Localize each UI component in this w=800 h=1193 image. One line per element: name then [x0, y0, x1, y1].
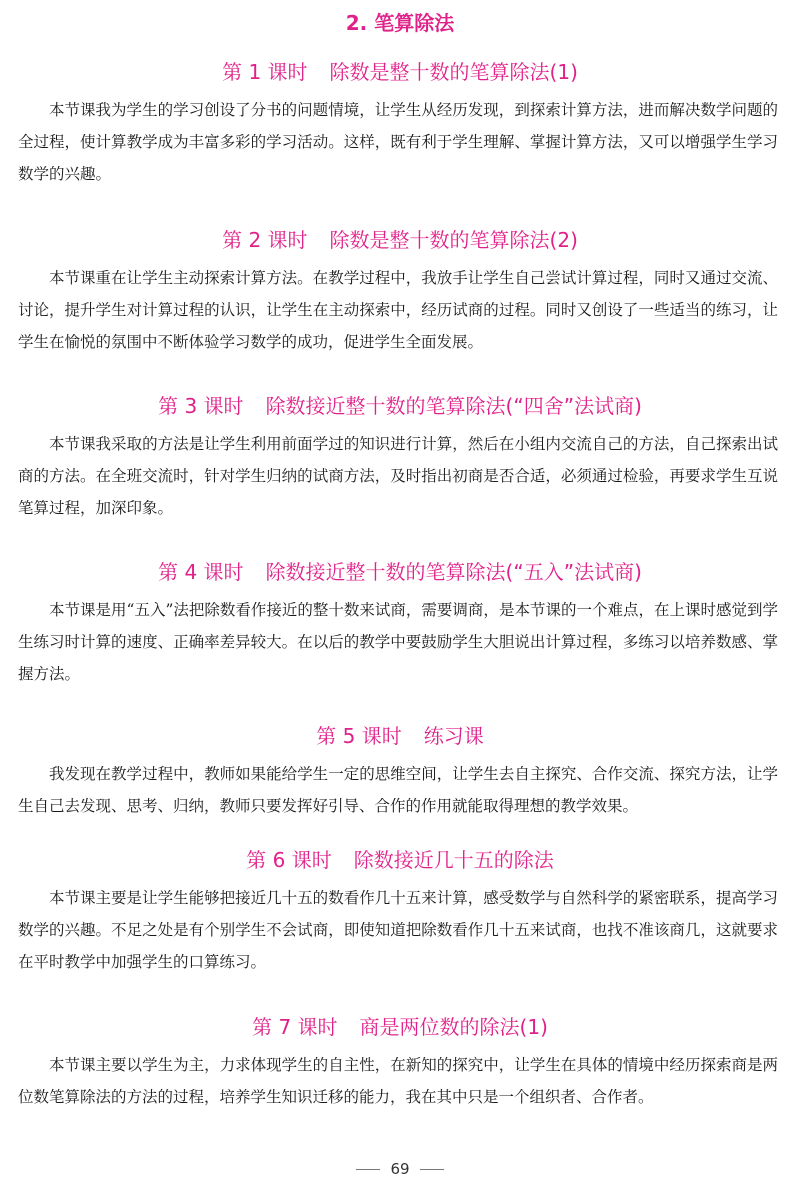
lesson-7	[0, 1007, 800, 1113]
lesson-body: 我发现在教学过程中，教师如果能给学生一定的思维空间，让学生去自主探究、合作交流、探究方法，让学生自己去发现、思考、归纳，教师只要发挥好引导、合作的作用就能取得理想的教学效果。	[18, 765, 778, 815]
lesson-3	[0, 386, 800, 524]
page-footer	[0, 1158, 800, 1180]
lesson-body: 本节课主要以学生为主，力求体现学生的自主性，在新知的探究中，让学生在具体的情境中经历探索商是两位数笔算除法的方法的过程，培养学生知识迁移的能力，我在其中只是一个组织者、合作者。	[18, 1056, 778, 1106]
lesson-heading	[0, 386, 800, 426]
lesson-number: 第 7 课时	[252, 1015, 338, 1039]
lesson-body: 本节课主要是让学生能够把接近几十五的数看作几十五来计算，感受数学与自然科学的紧密联系，提高学习数学的兴趣。不足之处是有个别学生不会试商，即使知道把除数看作几十五来试商，也找不准该商几，这就要求在平时教学中加强学生的口算练习。	[18, 889, 778, 971]
lesson-1	[0, 52, 800, 190]
lesson-6	[0, 840, 800, 978]
lesson-body: 本节课我采取的方法是让学生利用前面学过的知识进行计算，然后在小组内交流自己的方法，自己探索出试商的方法。在全班交流时，针对学生归纳的试商方法，及时指出初商是否合适，必须通过检验，再要求学生互说笔算过程，加深印象。	[18, 435, 778, 517]
lesson-number: 第 4 课时	[158, 560, 244, 584]
lesson-2	[0, 220, 800, 358]
lesson-title: 除数是整十数的笔算除法(1)	[329, 60, 578, 84]
lesson-number: 第 6 课时	[246, 848, 332, 872]
lesson-body: 本节课我为学生的学习创设了分书的问题情境，让学生从经历发现，到探索计算方法，进而解决数学问题的全过程，使计算教学成为丰富多彩的学习活动。这样，既有利于学生理解、掌握计算方法，又可以增强学生学习数学的兴趣。	[18, 101, 778, 183]
lesson-body: 本节课是用“五入”法把除数看作接近的整十数来试商，需要调商，是本节课的一个难点，在上课时感觉到学生练习时计算的速度、正确率差异较大。在以后的教学中要鼓励学生大胆说出计算过程，多练习以培养数感、掌握方法。	[18, 601, 778, 683]
lesson-5	[0, 716, 800, 822]
lesson-heading	[0, 840, 800, 880]
footer-dash	[356, 1169, 380, 1170]
lesson-title: 练习课	[423, 724, 484, 748]
lesson-number: 第 1 课时	[222, 60, 308, 84]
section-title: 2. 笔算除法	[345, 11, 455, 35]
lesson-heading	[0, 716, 800, 756]
lesson-title: 除数接近整十数的笔算除法(“四舍”法试商)	[265, 394, 642, 418]
page-number: 69	[390, 1160, 410, 1178]
lesson-heading	[0, 52, 800, 92]
lesson-number: 第 3 课时	[158, 394, 244, 418]
lesson-heading	[0, 220, 800, 260]
lesson-body: 本节课重在让学生主动探索计算方法。在教学过程中，我放手让学生自己尝试计算过程，同时又通过交流、讨论，提升学生对计算过程的认识，让学生在主动探索中，经历试商的过程。同时又创设了一些适当的练习，让学生在愉悦的氛围中不断体验学习数学的成功，促进学生全面发展。	[18, 269, 778, 351]
lesson-title: 商是两位数的除法(1)	[359, 1015, 548, 1039]
lesson-title: 除数是整十数的笔算除法(2)	[329, 228, 578, 252]
lesson-title: 除数接近整十数的笔算除法(“五入”法试商)	[265, 560, 642, 584]
lesson-4	[0, 552, 800, 690]
footer-dash	[420, 1169, 444, 1170]
lesson-number: 第 5 课时	[316, 724, 402, 748]
lesson-heading	[0, 1007, 800, 1047]
lesson-heading	[0, 552, 800, 592]
lesson-title: 除数接近几十五的除法	[353, 848, 554, 872]
lesson-number: 第 2 课时	[222, 228, 308, 252]
